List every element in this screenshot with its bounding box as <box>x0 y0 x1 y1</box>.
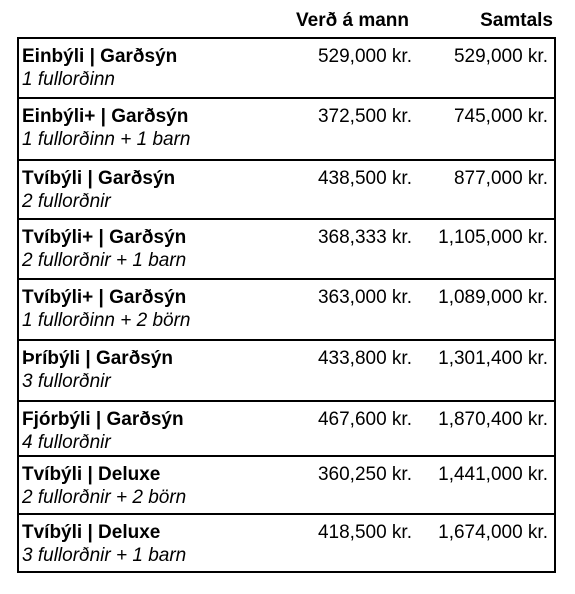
guest-count: 2 fullorðnir + 2 börn <box>22 487 187 508</box>
room-cell <box>18 401 242 456</box>
room-cell <box>18 514 242 572</box>
room-cell <box>18 456 242 514</box>
price-table-body <box>18 38 555 572</box>
room-cell <box>18 279 242 340</box>
room-type: Einbýli+ | Garðsýn <box>22 106 189 127</box>
guest-count: 3 fullorðnir <box>22 371 111 392</box>
total-cell: 1,441,000 kr. <box>427 456 555 514</box>
table-row <box>18 514 555 572</box>
room-cell <box>18 340 242 401</box>
column-header-total: Samtals <box>480 10 553 31</box>
table-row <box>18 219 555 279</box>
total-cell: 1,089,000 kr. <box>427 279 555 340</box>
room-type: Tvíbýli+ | Garðsýn <box>22 227 187 248</box>
room-type: Einbýli | Garðsýn <box>22 46 178 67</box>
total-cell: 1,870,400 kr. <box>427 401 555 456</box>
table-row <box>18 279 555 340</box>
guest-count: 1 fullorðinn + 1 barn <box>22 129 191 150</box>
room-type: Þríbýli | Garðsýn <box>22 348 174 369</box>
table-row <box>18 160 555 219</box>
total-cell: 1,105,000 kr. <box>427 219 555 279</box>
table-row <box>18 401 555 456</box>
table-row <box>18 38 555 98</box>
room-type: Tvíbýli | Garðsýn <box>22 168 176 189</box>
room-type: Tvíbýli | Deluxe <box>22 522 161 543</box>
table-row <box>18 98 555 160</box>
room-cell <box>18 98 242 160</box>
room-cell <box>18 38 242 98</box>
guest-count: 2 fullorðnir <box>22 191 111 212</box>
guest-count: 1 fullorðinn + 2 börn <box>22 310 191 331</box>
total-cell: 745,000 kr. <box>427 98 555 160</box>
total-cell: 1,674,000 kr. <box>427 514 555 572</box>
price-per-person-cell: 433,800 kr. <box>242 340 427 401</box>
price-per-person-cell: 529,000 kr. <box>242 38 427 98</box>
price-per-person-cell: 467,600 kr. <box>242 401 427 456</box>
price-per-person-cell: 363,000 kr. <box>242 279 427 340</box>
room-type: Tvíbýli+ | Garðsýn <box>22 287 187 308</box>
price-table <box>17 37 556 573</box>
price-per-person-cell: 360,250 kr. <box>242 456 427 514</box>
price-per-person-cell: 368,333 kr. <box>242 219 427 279</box>
room-type: Tvíbýli | Deluxe <box>22 464 161 485</box>
room-cell <box>18 160 242 219</box>
room-cell <box>18 219 242 279</box>
column-header-price-per-person: Verð á mann <box>296 10 409 31</box>
guest-count: 3 fullorðnir + 1 barn <box>22 545 187 566</box>
price-per-person-cell: 438,500 kr. <box>242 160 427 219</box>
total-cell: 877,000 kr. <box>427 160 555 219</box>
table-row <box>18 456 555 514</box>
guest-count: 2 fullorðnir + 1 barn <box>22 250 187 271</box>
guest-count: 4 fullorðnir <box>22 432 111 453</box>
room-type: Fjórbýli | Garðsýn <box>22 409 184 430</box>
table-row <box>18 340 555 401</box>
total-cell: 1,301,400 kr. <box>427 340 555 401</box>
price-per-person-cell: 372,500 kr. <box>242 98 427 160</box>
price-per-person-cell: 418,500 kr. <box>242 514 427 572</box>
total-cell: 529,000 kr. <box>427 38 555 98</box>
guest-count: 1 fullorðinn <box>22 69 115 90</box>
